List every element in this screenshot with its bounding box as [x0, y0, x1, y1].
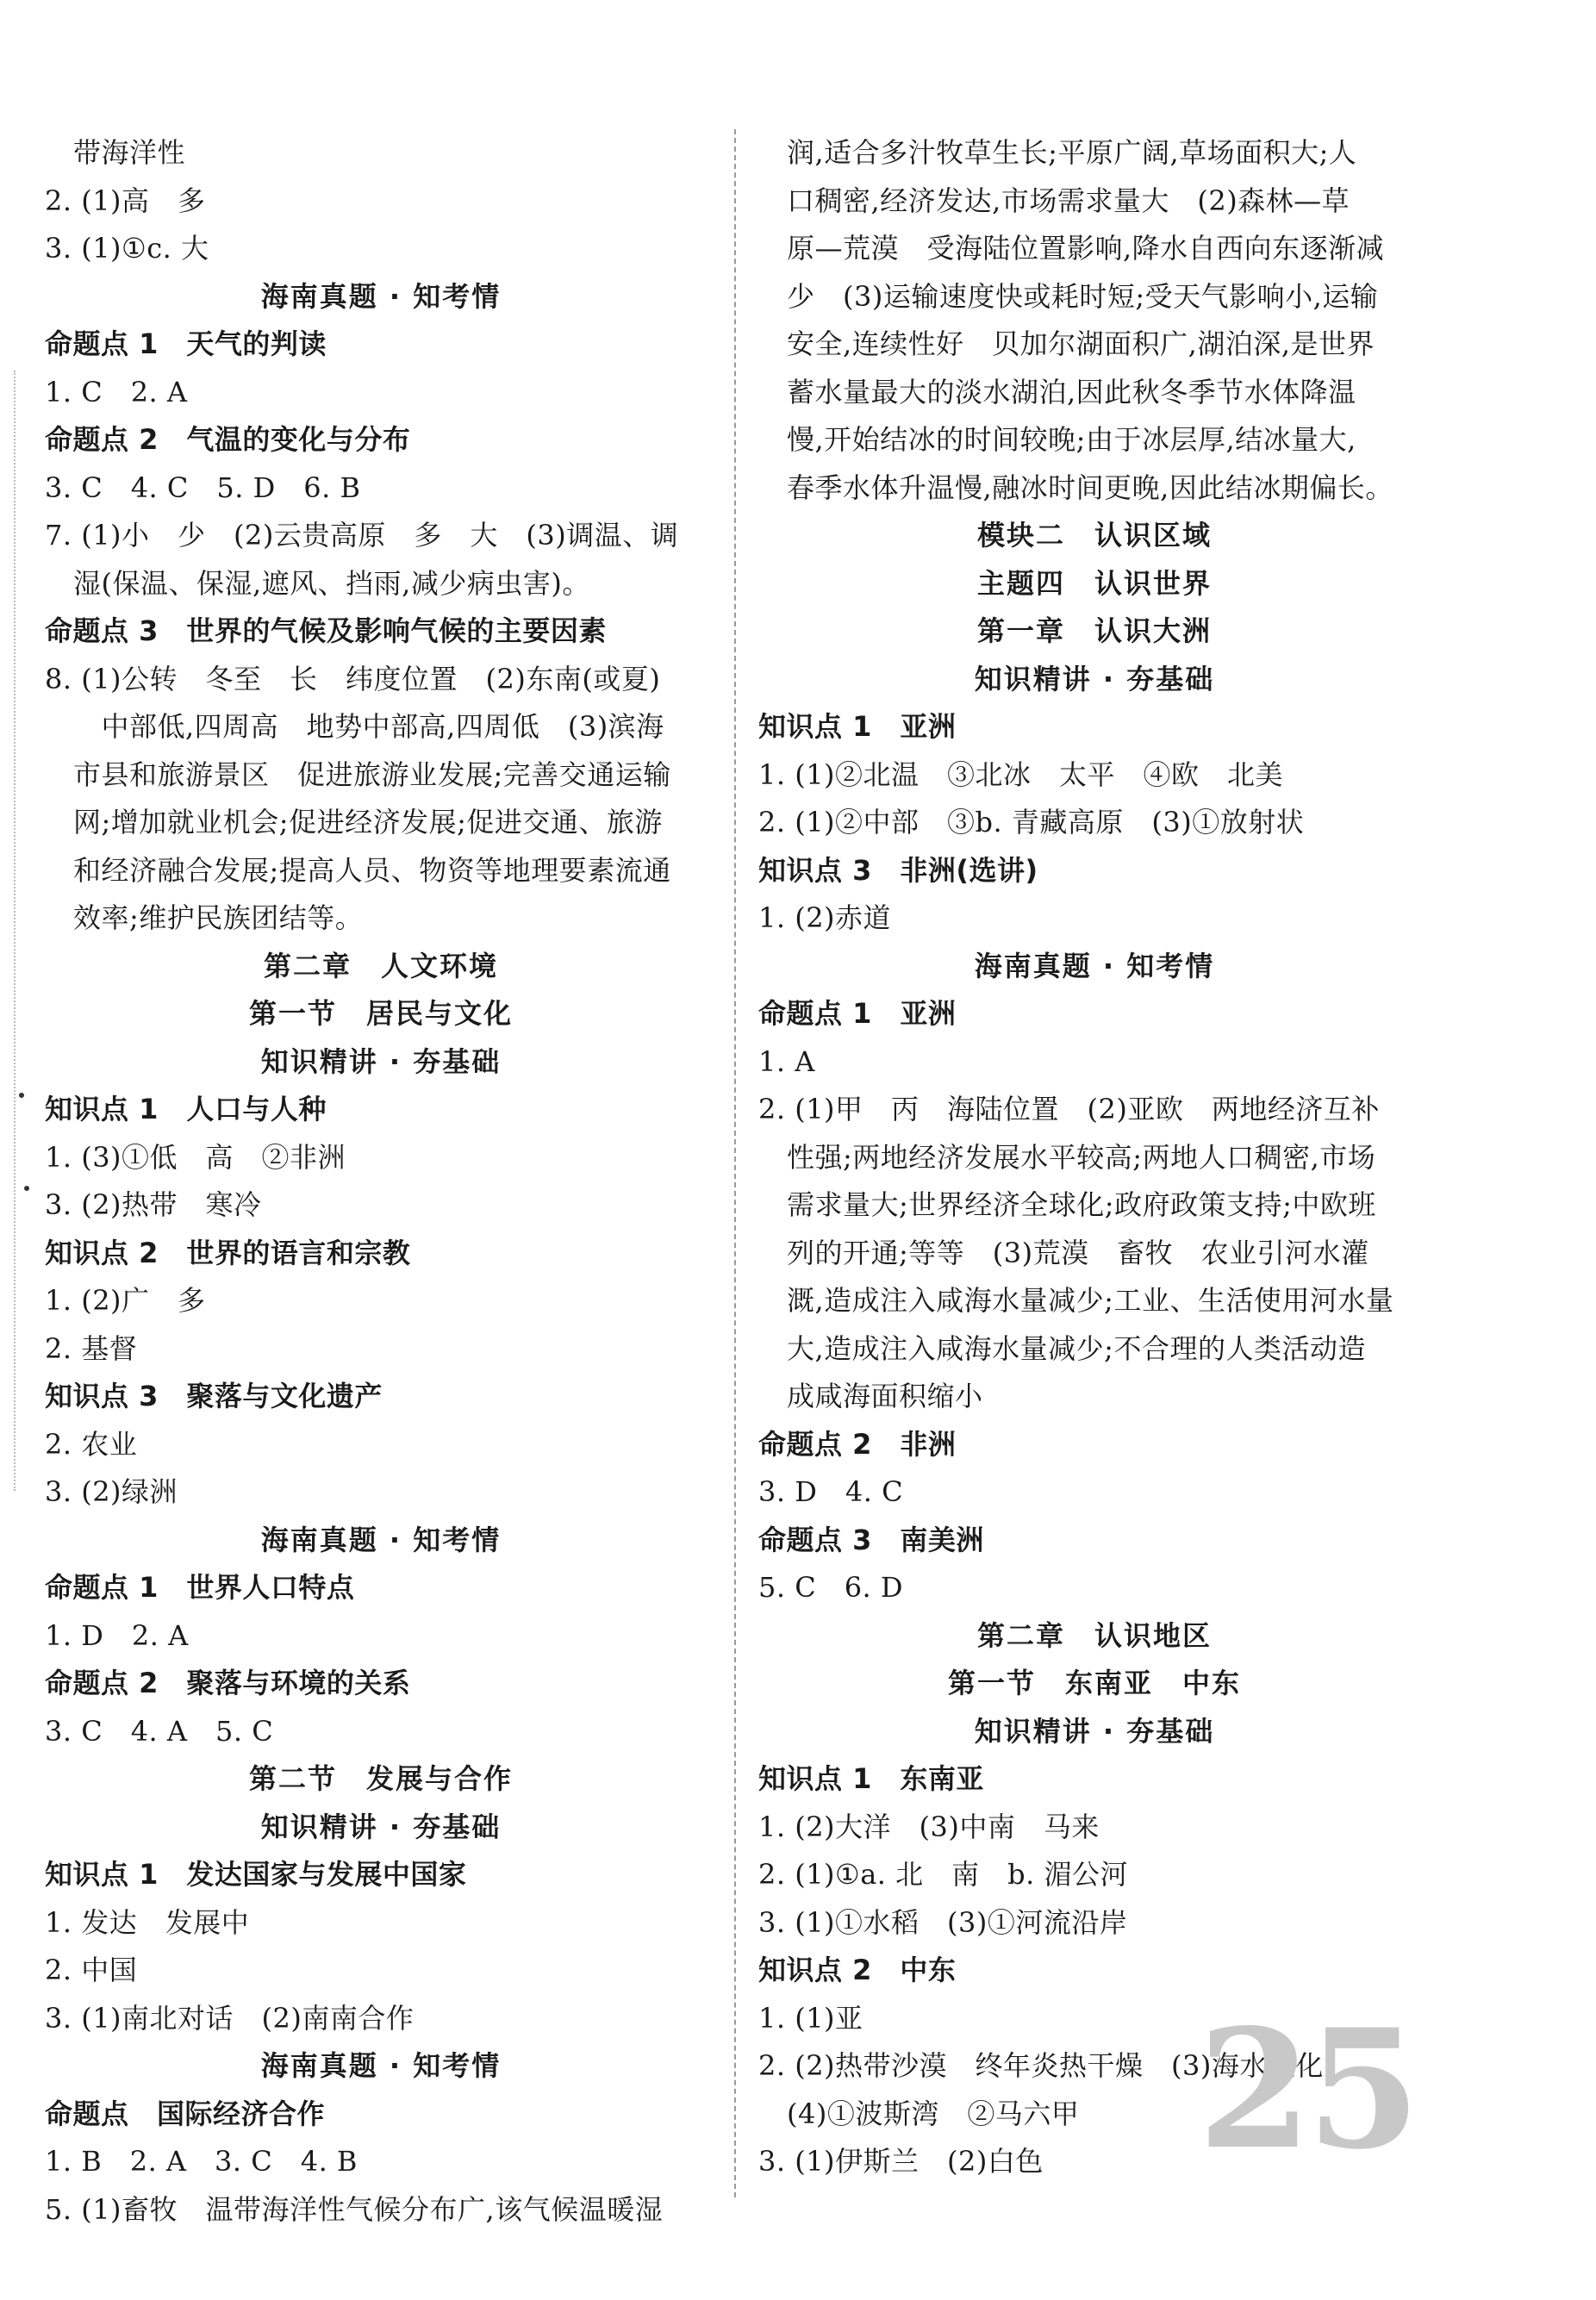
answer-line: 中部低,四周高 地势中部高,四周低 (3)滨海	[73, 710, 664, 743]
section-heading: 知识精讲 · 夯基础	[260, 1810, 502, 1843]
answer-line: 1. C 2. A	[45, 375, 188, 408]
answer-line: 和经济融合发展;提高人员、物资等地理要素流通	[73, 853, 671, 887]
section-heading: 知识精讲 · 夯基础	[974, 662, 1215, 695]
answer-line: 2. (1)高 多	[45, 184, 206, 217]
answer-line: 湿(保温、保湿,遮风、挡雨,减少病虫害)。	[73, 566, 590, 600]
topic-heading: 命题点 3 世界的气候及影响气候的主要因素	[45, 614, 607, 647]
answer-line: 少 (3)运输速度快或耗时短;受天气影响小,运输	[787, 279, 1379, 313]
topic-heading: 命题点 国际经济合作	[45, 2097, 326, 2130]
answer-line: 2. (1)甲 丙 海陆位置 (2)亚欧 两地经济互补	[758, 1093, 1380, 1125]
answer-line: 列的开通;等等 (3)荒漠 畜牧 农业引河水灌	[787, 1236, 1369, 1269]
topic-heading: 知识点 3 聚落与文化遗产	[45, 1380, 383, 1412]
section-heading: 知识精讲 · 夯基础	[974, 1714, 1215, 1748]
section-heading: 第二章 人文环境	[263, 949, 498, 982]
section-heading: 海南真题 · 知考情	[260, 1523, 502, 1556]
section-heading: 第一节 居民与文化	[248, 997, 513, 1030]
margin-bullet	[24, 1186, 29, 1191]
section-heading: 第二章 认识地区	[976, 1618, 1212, 1652]
section-heading: 海南真题 · 知考情	[260, 2049, 502, 2082]
topic-heading: 知识点 3 非洲(选讲)	[758, 853, 1038, 887]
answer-line: 2. (1)①a. 北 南 b. 湄公河	[758, 1858, 1128, 1891]
binding-margin-mark	[14, 371, 16, 1491]
answer-line: 2. 中国	[45, 1954, 138, 1986]
answer-line: 2. (1)②中部 ③b. 青藏高原 (3)①放射状	[758, 806, 1305, 838]
section-heading: 海南真题 · 知考情	[260, 279, 502, 313]
answer-line: 3. (1)南北对话 (2)南南合作	[45, 2001, 415, 2035]
answer-line: 2. (2)热带沙漠 终年炎热干燥 (3)海水淡化	[758, 2049, 1324, 2082]
topic-heading: 命题点 2 非洲	[758, 1427, 957, 1461]
answer-line: 7. (1)小 少 (2)云贵高原 多 大 (3)调温、调	[45, 519, 679, 552]
answer-line: 1. (2)大洋 (3)中南 马来	[758, 1810, 1100, 1843]
answer-line: 3. (1)伊斯兰 (2)白色	[758, 2145, 1044, 2178]
answer-line: 1. D 2. A	[45, 1618, 189, 1652]
answer-line: 网;增加就业机会;促进经济发展;促进交通、旅游	[73, 806, 663, 838]
topic-heading: 知识点 2 世界的语言和宗教	[45, 1236, 411, 1269]
answer-line: 春季水体升温慢,融冰时间更晚,因此结冰期偏长。	[787, 471, 1393, 504]
answer-line: 1. (2)广 多	[45, 1284, 206, 1317]
answer-line: 1. A	[758, 1044, 815, 1078]
right-column	[758, 129, 1431, 2186]
page-number: 25	[1198, 1993, 1416, 2185]
topic-heading: 命题点 2 聚落与环境的关系	[45, 1667, 411, 1699]
answer-line: 成咸海面积缩小	[787, 1380, 983, 1412]
topic-heading: 命题点 1 天气的判读	[45, 327, 327, 360]
column-divider	[734, 129, 736, 2197]
left-column	[45, 129, 717, 2234]
answer-line: 3. D 4. C	[758, 1475, 904, 1508]
answer-line: 1. (2)赤道	[758, 901, 892, 934]
answer-line: 1. (1)亚	[758, 2001, 863, 2035]
topic-heading: 知识点 1 东南亚	[758, 1762, 984, 1795]
answer-line: 市县和旅游景区 促进旅游业发展;完善交通运输	[73, 757, 671, 791]
answer-line: 1. (3)①低 高 ②非洲	[45, 1140, 346, 1174]
section-heading: 第二节 发展与合作	[248, 1762, 513, 1795]
answer-line: 3. (2)绿洲	[45, 1475, 178, 1508]
section-heading: 海南真题 · 知考情	[974, 949, 1215, 982]
answer-line: 2. 农业	[45, 1427, 138, 1461]
answer-line: 蓄水量最大的淡水湖泊,因此秋冬季节水体降温	[787, 375, 1356, 408]
topic-heading: 知识点 1 亚洲	[758, 710, 957, 743]
answer-line: 2. 基督	[45, 1331, 138, 1365]
answer-line: 带海洋性	[73, 136, 186, 169]
margin-bullet	[19, 1093, 24, 1098]
answer-line: (4)①波斯湾 ②马六甲	[787, 2097, 1080, 2130]
answer-line: 5. C 6. D	[758, 1571, 904, 1604]
section-heading: 知识精讲 · 夯基础	[260, 1044, 502, 1078]
answer-line: 3. (1)①c. 大	[45, 232, 209, 265]
answer-line: 1. (1)②北温 ③北冰 太平 ④欧 北美	[758, 757, 1284, 791]
section-heading: 第一节 东南亚 中东	[947, 1667, 1241, 1699]
topic-heading: 命题点 3 南美洲	[758, 1523, 984, 1556]
topic-heading: 知识点 1 人口与人种	[45, 1093, 327, 1125]
answer-line: 3. (1)①水稻 (3)①河流沿岸	[758, 1905, 1128, 1939]
topic-heading: 命题点 1 亚洲	[758, 997, 957, 1030]
answer-line: 5. (1)畜牧 温带海洋性气候分布广,该气候温暖湿	[45, 2192, 664, 2226]
answer-line: 慢,开始结冰的时间较晚;由于冰层厚,结冰量大,	[787, 423, 1356, 456]
section-heading: 第一章 认识大洲	[976, 614, 1212, 647]
answer-line: 8. (1)公转 冬至 长 纬度位置 (2)东南(或夏)	[45, 662, 661, 695]
answer-line: 性强;两地经济发展水平较高;两地人口稠密,市场	[787, 1140, 1376, 1174]
answer-line: 效率;维护民族团结等。	[73, 901, 364, 934]
answer-line: 大,造成注入咸海水量减少;不合理的人类活动造	[787, 1331, 1366, 1365]
topic-heading: 知识点 2 中东	[758, 1954, 957, 1986]
answer-line: 3. C 4. C 5. D 6. B	[45, 471, 361, 504]
answer-line: 原—荒漠 受海陆位置影响,降水自西向东逐渐减	[787, 232, 1385, 265]
answer-line: 口稠密,经济发达,市场需求量大 (2)森林—草	[787, 184, 1350, 217]
answer-line: 溉,造成注入咸海水量减少;工业、生活使用河水量	[787, 1284, 1394, 1317]
topic-heading: 命题点 2 气温的变化与分布	[45, 423, 411, 456]
topic-heading: 知识点 1 发达国家与发展中国家	[45, 1858, 467, 1891]
answer-line: 3. C 4. A 5. C	[45, 1714, 274, 1748]
answer-line: 润,适合多汁牧草生长;平原广阔,草场面积大;人	[787, 136, 1357, 169]
answer-line: 3. (2)热带 寒冷	[45, 1188, 262, 1221]
answer-line: 需求量大;世界经济全球化;政府政策支持;中欧班	[787, 1188, 1376, 1221]
answer-line: 1. 发达 发展中	[45, 1905, 250, 1939]
answer-line: 安全,连续性好 贝加尔湖面积广,湖泊深,是世界	[787, 327, 1375, 360]
topic-heading: 命题点 1 世界人口特点	[45, 1571, 355, 1604]
section-heading: 主题四 认识世界	[976, 566, 1212, 600]
answer-line: 1. B 2. A 3. C 4. B	[45, 2145, 358, 2178]
section-heading: 模块二 认识区域	[976, 519, 1212, 552]
